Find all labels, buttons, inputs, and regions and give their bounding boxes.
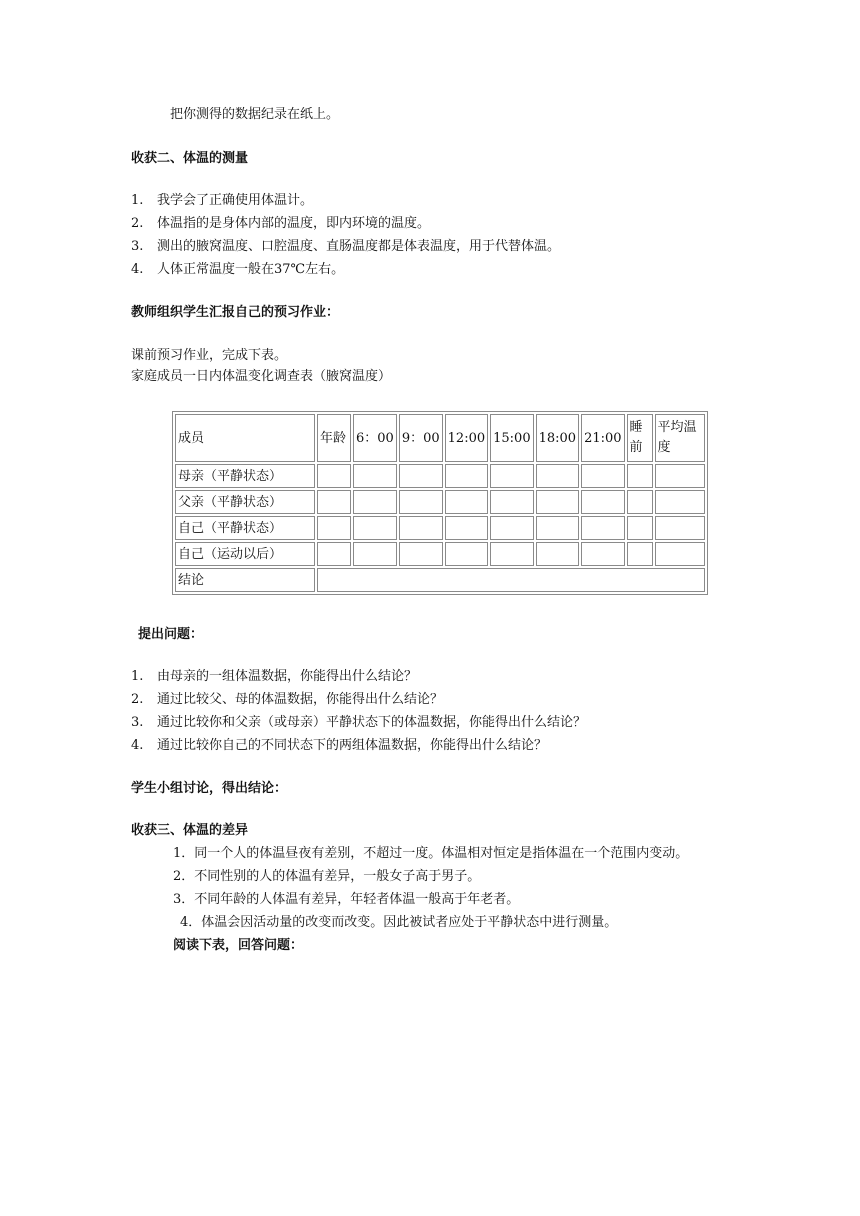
conclusion-row [175, 568, 705, 592]
empty-cell[interactable] [317, 490, 351, 514]
empty-cell[interactable] [399, 464, 443, 488]
list-item: 3. 测出的腋窝温度、口腔温度、直肠温度都是体表温度，用于代替体温。 [131, 239, 561, 254]
empty-cell[interactable] [655, 490, 705, 514]
table-title: 家庭成员一日内体温变化调查表（腋窝温度） [131, 369, 392, 384]
list-item: 2．不同性别的人的体温有差异，一般女子高于男子。 [173, 869, 481, 884]
conclusion-label: 结论 [175, 568, 315, 592]
empty-cell[interactable] [627, 464, 653, 488]
questions-heading: 提出问题： [138, 627, 204, 642]
harvest2-heading: 收获二、体温的测量 [131, 151, 249, 166]
reading-heading: 阅读下表，回答问题： [173, 938, 304, 953]
empty-cell[interactable] [353, 542, 397, 566]
header-cell: 21:00 [581, 414, 624, 462]
empty-cell[interactable] [581, 464, 624, 488]
preview-line: 课前预习作业，完成下表。 [131, 348, 288, 363]
empty-cell[interactable] [490, 490, 533, 514]
empty-cell[interactable] [399, 542, 443, 566]
row-label: 自己（平静状态） [175, 516, 315, 540]
empty-cell[interactable] [445, 516, 488, 540]
empty-cell[interactable] [399, 516, 443, 540]
empty-cell[interactable] [627, 542, 653, 566]
table-header-row [175, 414, 705, 462]
table-row [175, 464, 705, 488]
header-cell: 18:00 [536, 414, 579, 462]
empty-cell[interactable] [445, 464, 488, 488]
list-item: 3. 通过比较你和父亲（或母亲）平静状态下的体温数据，你能得出什么结论？ [131, 715, 587, 730]
row-label: 自己（运动以后） [175, 542, 315, 566]
empty-cell[interactable] [445, 490, 488, 514]
empty-cell[interactable] [627, 516, 653, 540]
table-row [175, 490, 705, 514]
list-item: 1．同一个人的体温昼夜有差别，不超过一度。体温相对恒定是指体温在一个范围内变动。 [173, 846, 689, 861]
teacher-heading: 教师组织学生汇报自己的预习作业： [131, 305, 340, 320]
conclusion-cell[interactable] [317, 568, 705, 592]
empty-cell[interactable] [655, 542, 705, 566]
empty-cell[interactable] [445, 542, 488, 566]
empty-cell[interactable] [581, 542, 624, 566]
list-item: 1. 我学会了正确使用体温计。 [131, 193, 314, 208]
header-cell: 平均温度 [655, 414, 705, 462]
list-item: 1. 由母亲的一组体温数据，你能得出什么结论？ [131, 669, 418, 684]
table-row [175, 542, 705, 566]
empty-cell[interactable] [490, 516, 533, 540]
header-cell: 15:00 [490, 414, 533, 462]
empty-cell[interactable] [536, 516, 579, 540]
table-row [175, 516, 705, 540]
empty-cell[interactable] [627, 490, 653, 514]
list-item: 2. 通过比较父、母的体温数据，你能得出什么结论？ [131, 692, 444, 707]
list-item: 4. 人体正常温度一般在37℃左右。 [131, 262, 345, 277]
row-label: 父亲（平静状态） [175, 490, 315, 514]
header-cell: 年龄 [317, 414, 351, 462]
list-item: 4. 通过比较你自己的不同状态下的两组体温数据，你能得出什么结论？ [131, 738, 548, 753]
row-label: 母亲（平静状态） [175, 464, 315, 488]
empty-cell[interactable] [399, 490, 443, 514]
header-cell: 睡前 [627, 414, 653, 462]
header-cell: 6：00 [353, 414, 397, 462]
list-item: 2. 体温指的是身体内部的温度，即内环境的温度。 [131, 216, 431, 231]
empty-cell[interactable] [655, 464, 705, 488]
empty-cell[interactable] [317, 542, 351, 566]
discussion-heading: 学生小组讨论，得出结论： [131, 781, 288, 796]
empty-cell[interactable] [490, 464, 533, 488]
empty-cell[interactable] [353, 516, 397, 540]
empty-cell[interactable] [536, 542, 579, 566]
list-item: 3．不同年龄的人体温有差异，年轻者体温一般高于年老者。 [173, 892, 520, 907]
empty-cell[interactable] [353, 464, 397, 488]
empty-cell[interactable] [581, 490, 624, 514]
empty-cell[interactable] [536, 464, 579, 488]
header-cell: 12:00 [445, 414, 488, 462]
empty-cell[interactable] [490, 542, 533, 566]
list-item: 4．体温会因活动量的改变而改变。因此被试者应处于平静状态中进行测量。 [180, 915, 618, 930]
survey-table [172, 411, 708, 595]
header-cell: 9：00 [399, 414, 443, 462]
empty-cell[interactable] [536, 490, 579, 514]
empty-cell[interactable] [581, 516, 624, 540]
empty-cell[interactable] [353, 490, 397, 514]
empty-cell[interactable] [317, 516, 351, 540]
empty-cell[interactable] [655, 516, 705, 540]
intro-line: 把你测得的数据纪录在纸上。 [170, 107, 340, 122]
harvest3-heading: 收获三、体温的差异 [131, 823, 249, 838]
header-cell: 成员 [175, 414, 315, 462]
empty-cell[interactable] [317, 464, 351, 488]
